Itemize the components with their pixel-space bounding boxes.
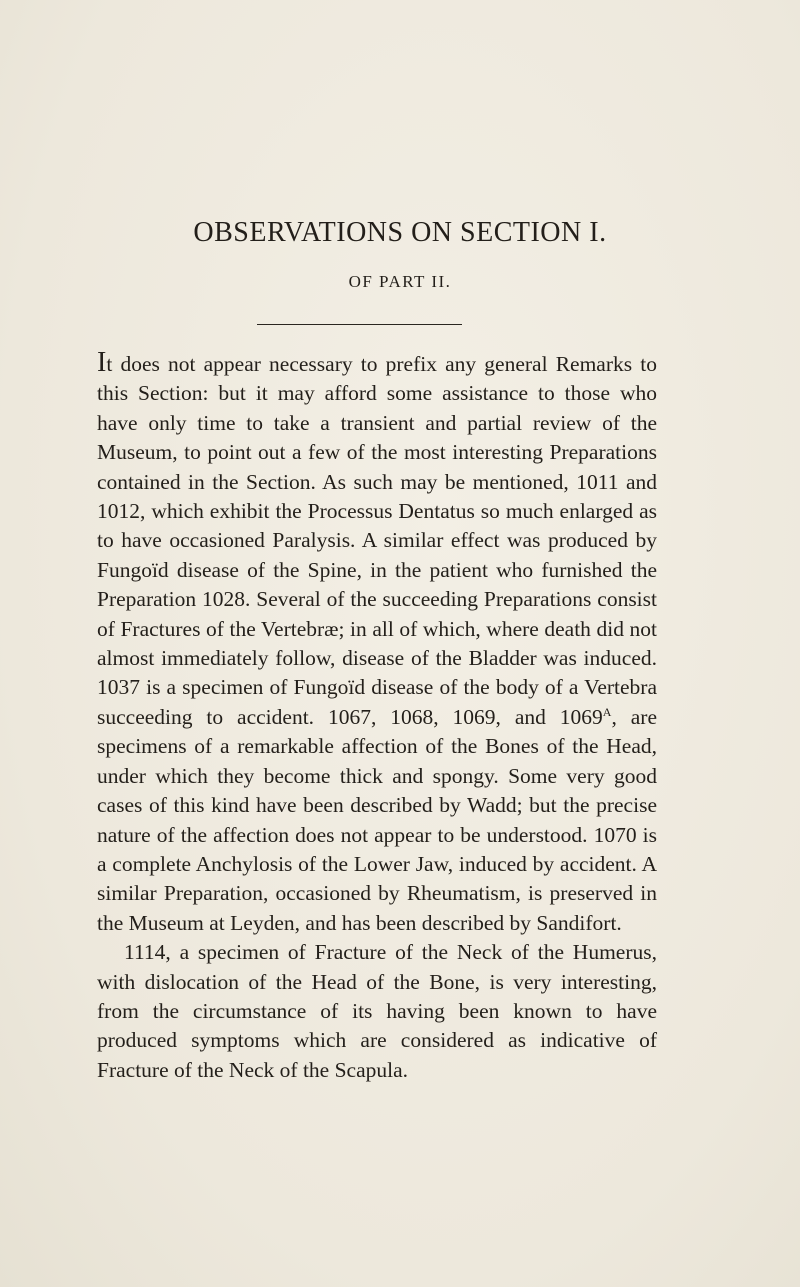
body-text: [97, 348, 657, 1085]
paragraph-1-continuation: , are specimens of a remarkable affection of the Bones of the Head, under which they become thick and spongy. Some very good cases of this kind have been described by Wadd; but the precise nature of the affection does not appear to be understood. 1070 is a complete Anchylosis of the Lower Jaw, induced by accident. A similar Preparation, occasioned by Rheumatism, is preserved in the Museum at Leyden, and has been described by Sandifort.: [97, 704, 657, 935]
section-subtitle: OF PART II.: [348, 272, 452, 291]
superscript-a: A: [602, 704, 612, 719]
title-divider: [257, 324, 462, 325]
section-title: OBSERVATIONS ON SECTION I.: [193, 217, 607, 248]
paragraph-2: 1114, a specimen of Fracture of the Neck of the Humerus, with dislocation of the Head of the Bone, is very interesting, from the circumstance of its having been known to have produced symptoms which are considered as indicative of Fracture of the Neck of the Scapula.: [97, 940, 657, 1082]
paragraph-1: [97, 348, 657, 938]
paragraph-1-text: It does not appear necessary to prefix any general Remarks to this Section: but it may afford some assistance to those who have only time to take a transient and partial review of the Museum, to point out a few of the most interesting Preparations contained in the Section. As such may be mentioned, 1011 and 1012, which exhibit the Processus Dentatus so much enlarged as to have occasioned Paralysis. A similar effect was produced by Fungoïd disease of the Spine, in the patient who furnished the Preparation 1028. Several of the succeeding Preparations consist of Fractures of the Vertebræ; in all of which, where death did not almost immediately follow, disease of the Bladder was induced. 1037 is a specimen of Fungoïd disease of the body of a Vertebra succeeding to accident. 1067, 1068, 1069, and 1069: [97, 347, 657, 729]
